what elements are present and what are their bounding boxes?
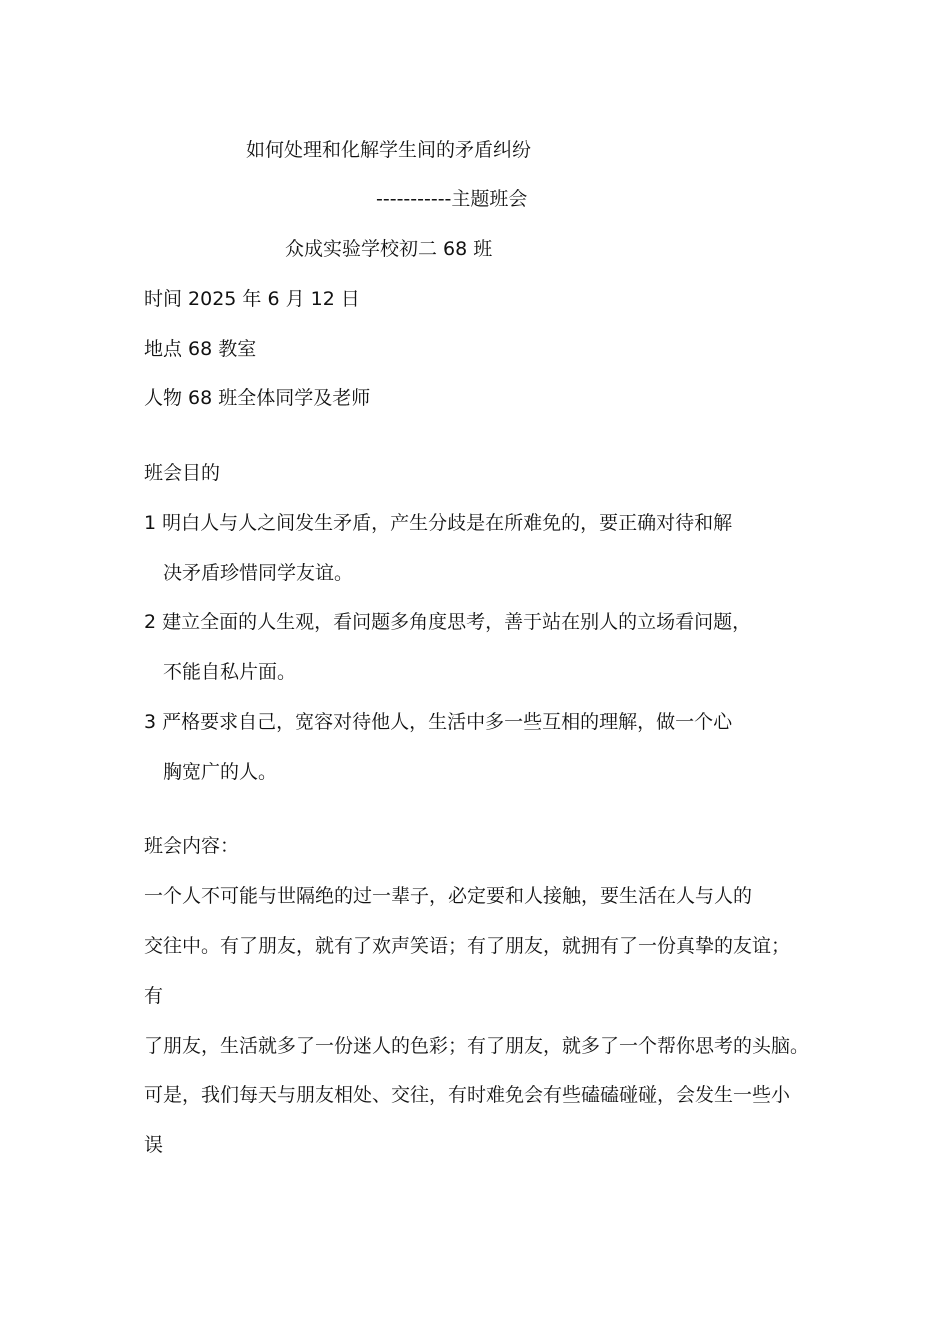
meta-people: 人物 68 班全体同学及老师 (144, 387, 371, 409)
purpose-item-3-line-2: 胸宽广的人。 (163, 761, 278, 783)
document-subtitle: -----------主题班会 (376, 188, 528, 210)
content-line: 可是，我们每天与朋友相处、交往，有时难免会有些磕磕碰碰，会发生一些小 (144, 1084, 791, 1106)
purpose-item-1-line-1: 1 明白人与人之间发生矛盾，产生分歧是在所难免的，要正确对待和解 (144, 512, 733, 534)
content-line: 一个人不可能与世隔绝的过一辈子，必定要和人接触，要生活在人与人的 (144, 885, 753, 907)
purpose-item-2-line-1: 2 建立全面的人生观，看问题多角度思考，善于站在别人的立场看问题， (144, 611, 752, 633)
purpose-item-2-line-2: 不能自私片面。 (163, 661, 297, 683)
content-line: 误 (144, 1134, 164, 1156)
meta-time: 时间 2025 年 6 月 12 日 (144, 288, 360, 310)
content-heading: 班会内容： (144, 835, 240, 857)
content-line: 交往中。有了朋友，就有了欢声笑语；有了朋友，就拥有了一份真挚的友谊； (144, 935, 791, 957)
purpose-heading: 班会目的 (144, 462, 221, 484)
school-class-line: 众成实验学校初二 68 班 (285, 238, 493, 260)
content-line: 有 (144, 985, 164, 1007)
purpose-item-1-line-2: 决矛盾珍惜同学友谊。 (163, 562, 354, 584)
meta-place: 地点 68 教室 (144, 338, 257, 360)
purpose-item-3-line-1: 3 严格要求自己，宽容对待他人，生活中多一些互相的理解，做一个心 (144, 711, 733, 733)
content-line: 了朋友，生活就多了一份迷人的色彩；有了朋友，就多了一个帮你思考的头脑。 (144, 1035, 810, 1057)
document-title: 如何处理和化解学生间的矛盾纠纷 (246, 139, 532, 161)
